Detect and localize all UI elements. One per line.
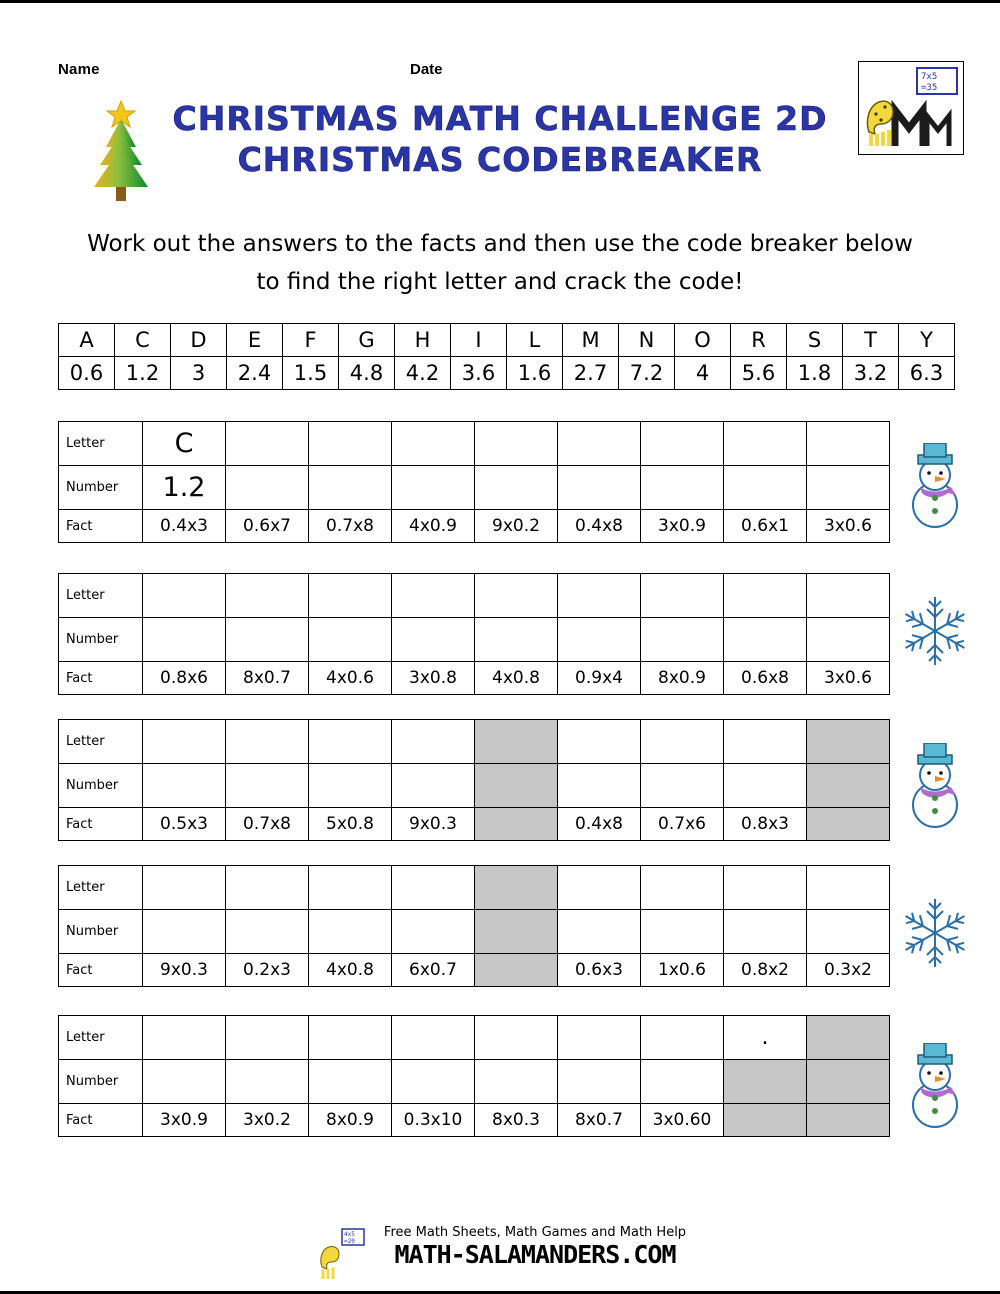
number-input-cell[interactable] xyxy=(558,1060,641,1104)
letter-input-cell[interactable] xyxy=(475,1016,558,1060)
code-key-letter: Y xyxy=(899,324,955,357)
row-label-number: Number xyxy=(59,618,143,662)
fact-cell: 0.4x8 xyxy=(558,808,641,841)
letter-input-cell[interactable] xyxy=(309,574,392,618)
number-input-cell[interactable] xyxy=(226,764,309,808)
number-input-cell[interactable] xyxy=(807,764,890,808)
letter-input-cell[interactable] xyxy=(807,1016,890,1060)
code-key-number: 3 xyxy=(171,357,227,390)
row-label-letter: Letter xyxy=(59,866,143,910)
puzzle-row-letter xyxy=(59,720,890,764)
letter-input-cell[interactable] xyxy=(226,866,309,910)
number-input-cell[interactable] xyxy=(558,618,641,662)
puzzle-row-letter xyxy=(59,574,890,618)
puzzle-row-number xyxy=(59,466,890,510)
row-label-fact: Fact xyxy=(59,808,143,841)
number-input-cell[interactable] xyxy=(724,910,807,954)
row-label-fact: Fact xyxy=(59,954,143,987)
fact-cell: 0.9x4 xyxy=(558,662,641,695)
code-key-number: 1.8 xyxy=(787,357,843,390)
number-input-cell[interactable] xyxy=(558,764,641,808)
fact-cell: 0.8x6 xyxy=(143,662,226,695)
letter-input-cell[interactable] xyxy=(143,574,226,618)
number-input-cell[interactable] xyxy=(807,910,890,954)
number-input-cell[interactable] xyxy=(309,1060,392,1104)
letter-input-cell[interactable] xyxy=(641,866,724,910)
letter-input-cell[interactable] xyxy=(807,866,890,910)
code-key-letter: F xyxy=(283,324,339,357)
puzzle-row-fact xyxy=(59,954,890,987)
number-input-cell[interactable] xyxy=(475,1060,558,1104)
fact-cell: 9x0.2 xyxy=(475,510,558,543)
name-label: Name xyxy=(58,61,100,78)
letter-input-cell[interactable] xyxy=(807,574,890,618)
row-label-fact: Fact xyxy=(59,662,143,695)
fact-cell: 9x0.3 xyxy=(143,954,226,987)
puzzle-row-letter xyxy=(59,1016,890,1060)
code-key-letter: E xyxy=(227,324,283,357)
letter-input-cell[interactable] xyxy=(226,574,309,618)
letter-input-cell[interactable] xyxy=(641,1016,724,1060)
logo-graphic-icon xyxy=(859,62,963,154)
row-label-letter: Letter xyxy=(59,422,143,466)
row-label-number: Number xyxy=(59,1060,143,1104)
fact-cell: 4x0.6 xyxy=(309,662,392,695)
number-input-cell[interactable] xyxy=(558,466,641,510)
fact-cell: 8x0.3 xyxy=(475,1104,558,1137)
number-input-cell[interactable] xyxy=(392,910,475,954)
code-key-letter: I xyxy=(451,324,507,357)
footer-url[interactable]: MATH-SALAMANDERS.COM xyxy=(394,1240,676,1269)
code-key-number: 4 xyxy=(675,357,731,390)
fact-cell: 3x0.6 xyxy=(807,662,890,695)
salamander-logo-icon xyxy=(314,1227,378,1283)
letter-input-cell[interactable] xyxy=(558,720,641,764)
code-key-number: 1.2 xyxy=(115,357,171,390)
date-label: Date xyxy=(410,61,443,78)
puzzle-block xyxy=(58,865,890,987)
worksheet-title xyxy=(150,99,850,181)
fact-cell: 0.4x3 xyxy=(143,510,226,543)
title-line-2: CHRISTMAS CODEBREAKER xyxy=(237,140,763,179)
snowflake-icon xyxy=(898,893,968,973)
fact-cell: 4x0.8 xyxy=(475,662,558,695)
letter-input-cell[interactable] xyxy=(392,422,475,466)
puzzle-row-fact xyxy=(59,808,890,841)
puzzle-row-number xyxy=(59,618,890,662)
row-label-letter: Letter xyxy=(59,574,143,618)
puzzle-row-fact xyxy=(59,662,890,695)
puzzle-row-number xyxy=(59,1060,890,1104)
number-input-cell[interactable] xyxy=(309,910,392,954)
letter-input-cell[interactable] xyxy=(807,720,890,764)
letter-input-cell[interactable] xyxy=(724,574,807,618)
number-input-cell[interactable] xyxy=(724,466,807,510)
code-key-letter: H xyxy=(395,324,451,357)
number-input-cell[interactable] xyxy=(475,618,558,662)
fact-cell: 0.7x8 xyxy=(226,808,309,841)
letter-input-cell[interactable] xyxy=(807,422,890,466)
salamander-math-logo-icon xyxy=(858,61,964,155)
puzzle-block xyxy=(58,1015,890,1137)
code-key-letter: N xyxy=(619,324,675,357)
letter-input-cell[interactable] xyxy=(724,720,807,764)
snowman-icon xyxy=(898,443,968,523)
letter-input-cell[interactable] xyxy=(641,422,724,466)
number-input-cell[interactable] xyxy=(143,910,226,954)
number-input-cell[interactable] xyxy=(392,764,475,808)
code-key-number: 0.6 xyxy=(59,357,115,390)
letter-input-cell[interactable] xyxy=(309,720,392,764)
letter-input-cell[interactable]: . xyxy=(724,1016,807,1060)
fact-cell: 1x0.6 xyxy=(641,954,724,987)
fact-cell: 6x0.7 xyxy=(392,954,475,987)
code-key-letter: G xyxy=(339,324,395,357)
row-label-number: Number xyxy=(59,910,143,954)
code-key-number: 3.2 xyxy=(843,357,899,390)
number-input-cell[interactable] xyxy=(226,618,309,662)
footer-tagline: Free Math Sheets, Math Games and Math Help xyxy=(383,1225,687,1240)
letter-input-cell[interactable] xyxy=(392,574,475,618)
code-key-letter: C xyxy=(115,324,171,357)
fact-cell: 0.7x6 xyxy=(641,808,724,841)
puzzle-row-letter xyxy=(59,422,890,466)
fact-cell: 0.3x10 xyxy=(392,1104,475,1137)
letter-input-cell[interactable] xyxy=(392,866,475,910)
letter-input-cell[interactable] xyxy=(309,1016,392,1060)
number-input-cell[interactable] xyxy=(226,1060,309,1104)
fact-cell: 8x0.9 xyxy=(309,1104,392,1137)
number-input-cell[interactable] xyxy=(724,618,807,662)
code-key-numbers-row xyxy=(59,357,955,390)
code-key-number: 2.7 xyxy=(563,357,619,390)
svg-text:7x5: 7x5 xyxy=(921,72,938,82)
header-fields xyxy=(0,61,1000,85)
fact-cell: 8x0.7 xyxy=(226,662,309,695)
fact-cell: 0.5x3 xyxy=(143,808,226,841)
code-key-number: 3.6 xyxy=(451,357,507,390)
letter-input-cell[interactable] xyxy=(558,422,641,466)
letter-input-cell[interactable] xyxy=(475,422,558,466)
number-input-cell[interactable] xyxy=(724,764,807,808)
number-input-cell[interactable] xyxy=(226,466,309,510)
code-key-letter: L xyxy=(507,324,563,357)
code-key-letter: O xyxy=(675,324,731,357)
fact-cell xyxy=(807,808,890,841)
letter-input-cell[interactable] xyxy=(475,720,558,764)
row-label-fact: Fact xyxy=(59,1104,143,1137)
code-key-letter: R xyxy=(731,324,787,357)
number-input-cell[interactable] xyxy=(807,1060,890,1104)
letter-input-cell[interactable] xyxy=(558,1016,641,1060)
puzzle-block xyxy=(58,573,890,695)
row-label-number: Number xyxy=(59,764,143,808)
instructions xyxy=(50,225,950,301)
fact-cell: 0.6x3 xyxy=(558,954,641,987)
fact-cell: 8x0.9 xyxy=(641,662,724,695)
letter-input-cell[interactable] xyxy=(143,720,226,764)
svg-text:4x5: 4x5 xyxy=(343,1231,355,1238)
code-key-number: 2.4 xyxy=(227,357,283,390)
fact-cell: 0.7x8 xyxy=(309,510,392,543)
number-input-cell[interactable] xyxy=(641,910,724,954)
number-input-cell[interactable] xyxy=(724,1060,807,1104)
code-key-letter: A xyxy=(59,324,115,357)
number-input-cell[interactable] xyxy=(392,618,475,662)
fact-cell xyxy=(807,1104,890,1137)
letter-input-cell[interactable] xyxy=(724,866,807,910)
letter-input-cell[interactable] xyxy=(226,1016,309,1060)
letter-input-cell[interactable] xyxy=(309,422,392,466)
letter-input-cell[interactable] xyxy=(724,422,807,466)
fact-cell xyxy=(724,1104,807,1137)
fact-cell: 3x0.8 xyxy=(392,662,475,695)
letter-input-cell[interactable] xyxy=(558,866,641,910)
puzzle-row-number xyxy=(59,910,890,954)
code-key-number: 1.5 xyxy=(283,357,339,390)
fact-cell: 0.8x3 xyxy=(724,808,807,841)
puzzle-row-fact xyxy=(59,1104,890,1137)
title-line-1: CHRISTMAS MATH CHALLENGE 2D xyxy=(172,99,828,138)
number-input-cell[interactable] xyxy=(309,764,392,808)
fact-cell: 4x0.8 xyxy=(309,954,392,987)
code-key-letter: M xyxy=(563,324,619,357)
row-label-number: Number xyxy=(59,466,143,510)
fact-cell: 3x0.9 xyxy=(641,510,724,543)
fact-cell: 0.6x1 xyxy=(724,510,807,543)
number-input-cell[interactable] xyxy=(143,618,226,662)
puzzle-block xyxy=(58,719,890,841)
puzzle-row-letter xyxy=(59,866,890,910)
number-input-cell[interactable] xyxy=(807,618,890,662)
letter-input-cell[interactable] xyxy=(641,574,724,618)
letter-input-cell[interactable] xyxy=(392,1016,475,1060)
fact-cell: 8x0.7 xyxy=(558,1104,641,1137)
number-input-cell[interactable] xyxy=(475,910,558,954)
number-input-cell[interactable]: 1.2 xyxy=(143,466,226,510)
row-label-letter: Letter xyxy=(59,720,143,764)
snowman-icon xyxy=(898,743,968,823)
puzzle-row-number xyxy=(59,764,890,808)
code-key-number: 5.6 xyxy=(731,357,787,390)
code-key-number: 4.2 xyxy=(395,357,451,390)
letter-input-cell[interactable] xyxy=(226,720,309,764)
code-key-letters-row xyxy=(59,324,955,357)
letter-input-cell[interactable] xyxy=(558,574,641,618)
number-input-cell[interactable] xyxy=(641,1060,724,1104)
fact-cell: 0.2x3 xyxy=(226,954,309,987)
fact-cell xyxy=(475,808,558,841)
letter-input-cell[interactable] xyxy=(475,574,558,618)
fact-cell: 3x0.60 xyxy=(641,1104,724,1137)
code-key-letter: T xyxy=(843,324,899,357)
snowflake-icon xyxy=(898,591,968,671)
fact-cell: 0.8x2 xyxy=(724,954,807,987)
letter-input-cell[interactable] xyxy=(641,720,724,764)
instructions-line-2: to find the right letter and crack the code! xyxy=(256,269,744,295)
row-label-fact: Fact xyxy=(59,510,143,543)
number-input-cell[interactable] xyxy=(641,466,724,510)
code-key-number: 4.8 xyxy=(339,357,395,390)
puzzle-row-fact xyxy=(59,510,890,543)
fact-cell: 3x0.6 xyxy=(807,510,890,543)
code-key-number: 1.6 xyxy=(507,357,563,390)
number-input-cell[interactable] xyxy=(807,466,890,510)
fact-cell: 4x0.9 xyxy=(392,510,475,543)
number-input-cell[interactable] xyxy=(226,910,309,954)
fact-cell: 0.6x8 xyxy=(724,662,807,695)
number-input-cell[interactable] xyxy=(475,764,558,808)
fact-cell: 3x0.2 xyxy=(226,1104,309,1137)
instructions-line-1: Work out the answers to the facts and then use the code breaker below xyxy=(87,231,913,257)
code-key-number: 7.2 xyxy=(619,357,675,390)
number-input-cell[interactable] xyxy=(392,1060,475,1104)
fact-cell: 5x0.8 xyxy=(309,808,392,841)
svg-text:=35: =35 xyxy=(921,83,938,93)
fact-cell: 0.3x2 xyxy=(807,954,890,987)
fact-cell: 9x0.3 xyxy=(392,808,475,841)
footer xyxy=(0,1225,1000,1269)
number-input-cell[interactable] xyxy=(475,466,558,510)
letter-input-cell[interactable] xyxy=(143,1016,226,1060)
number-input-cell[interactable] xyxy=(641,764,724,808)
puzzle-block xyxy=(58,421,890,543)
code-key-number: 6.3 xyxy=(899,357,955,390)
svg-text:=20: =20 xyxy=(343,1238,355,1245)
number-input-cell[interactable] xyxy=(392,466,475,510)
row-label-letter: Letter xyxy=(59,1016,143,1060)
number-input-cell[interactable] xyxy=(309,466,392,510)
letter-input-cell[interactable] xyxy=(143,866,226,910)
code-key-table xyxy=(58,323,955,390)
number-input-cell[interactable] xyxy=(558,910,641,954)
fact-cell: 0.6x7 xyxy=(226,510,309,543)
letter-input-cell[interactable] xyxy=(392,720,475,764)
fact-cell: 3x0.9 xyxy=(143,1104,226,1137)
letter-input-cell[interactable]: C xyxy=(143,422,226,466)
number-input-cell[interactable] xyxy=(641,618,724,662)
letter-input-cell[interactable] xyxy=(309,866,392,910)
fact-cell: 0.4x8 xyxy=(558,510,641,543)
letter-input-cell[interactable] xyxy=(475,866,558,910)
number-input-cell[interactable] xyxy=(143,764,226,808)
letter-input-cell[interactable] xyxy=(226,422,309,466)
number-input-cell[interactable] xyxy=(309,618,392,662)
snowman-icon xyxy=(898,1043,968,1123)
christmas-tree-icon xyxy=(84,99,158,204)
code-key-letter: D xyxy=(171,324,227,357)
code-key-letter: S xyxy=(787,324,843,357)
fact-cell xyxy=(475,954,558,987)
number-input-cell[interactable] xyxy=(143,1060,226,1104)
